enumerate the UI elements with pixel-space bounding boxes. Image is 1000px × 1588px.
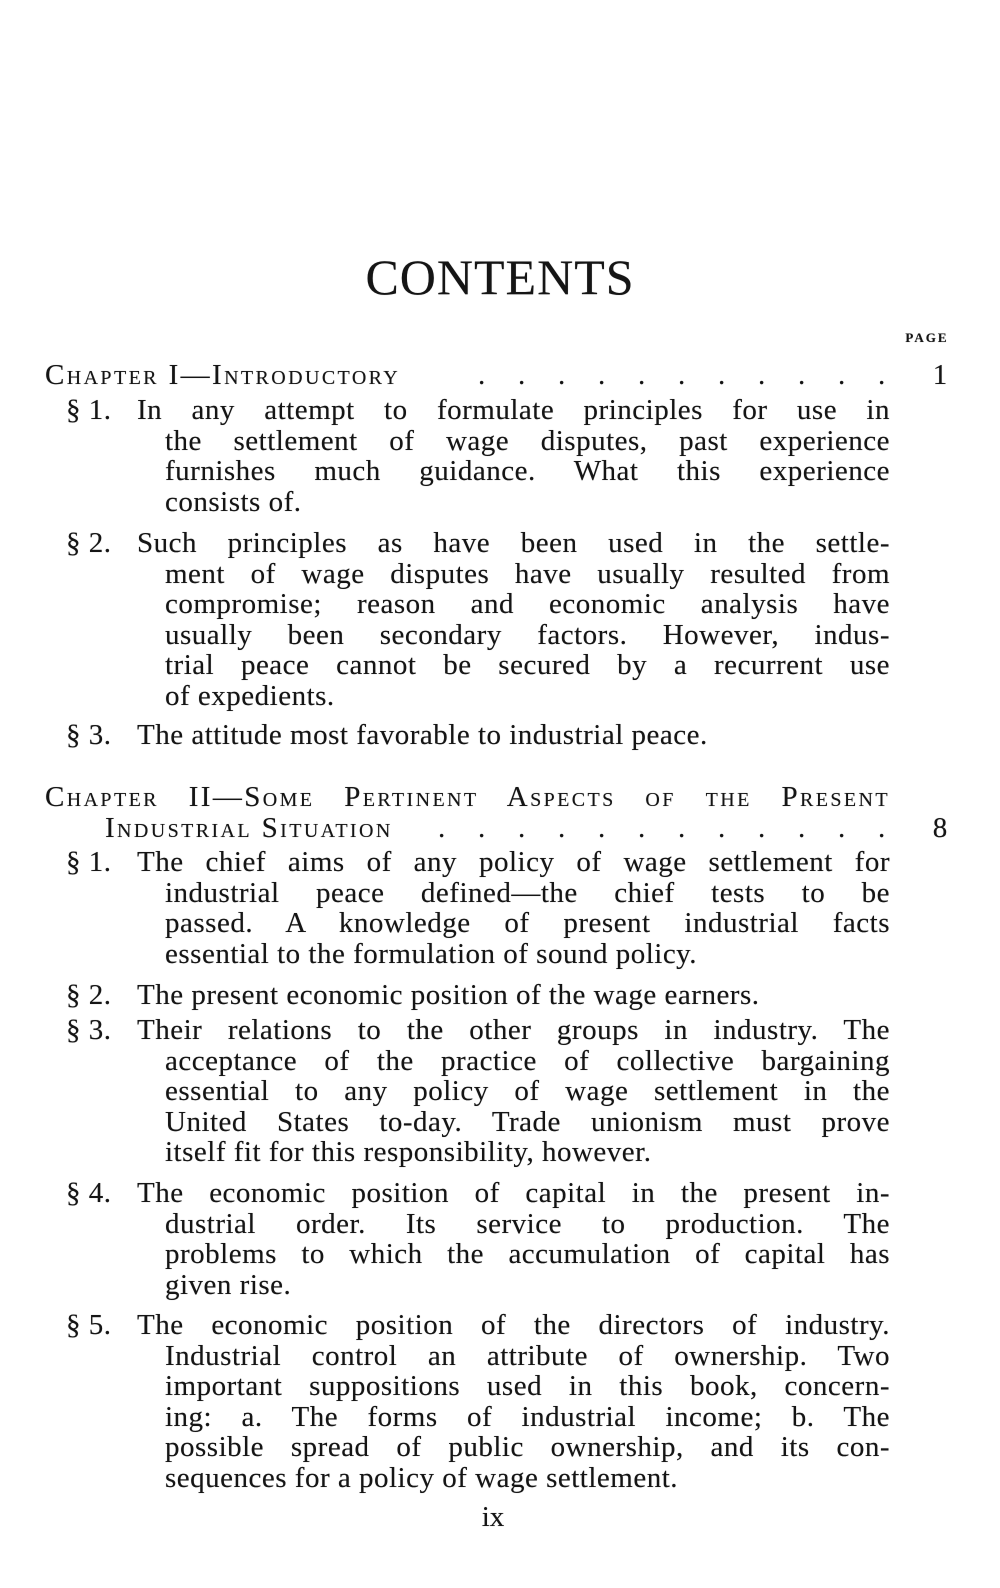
chapter-1-page-number: 1 <box>932 359 948 391</box>
section-line: usually been secondary factors. However, indus- <box>165 618 890 651</box>
section-line: furnishes much guidance. What this experience <box>165 455 890 488</box>
section-line: ment of wage disputes have usually resulted from <box>165 557 890 590</box>
section-line: United States to-day. Trade unionism must prove <box>165 1105 890 1138</box>
chapter-1-heading-line <box>45 359 898 391</box>
section-number: § 2. <box>66 527 112 559</box>
section-line: The attitude most favorable to industrial peace. <box>137 719 708 751</box>
section-line: The economic position of capital in the present in- <box>137 1177 890 1209</box>
section-line: Industrial control an attribute of ownership. Two <box>165 1339 890 1372</box>
section-line: The chief aims of any policy of wage settlement for <box>137 846 890 878</box>
section-line: essential to any policy of wage settlement in the <box>165 1075 890 1108</box>
chapter-1-title: Chapter I—Introductory <box>45 359 401 391</box>
section-line: important suppositions used in this book, concern- <box>165 1370 890 1403</box>
section-number: § 4. <box>66 1177 112 1209</box>
section-number: § 2. <box>66 979 112 1011</box>
section-line: trial peace cannot be secured by a recurrent use <box>165 649 890 682</box>
section-line: dustrial order. Its service to production. The <box>165 1207 890 1240</box>
chapter-2-dot-leader: . . . . . . . . . . . . <box>438 811 898 844</box>
chapter-2-section-3 <box>0 1015 1000 1168</box>
chapter-1-section-3 <box>0 720 1000 751</box>
section-line: The economic position of the directors of industry. <box>137 1309 890 1341</box>
section-line: In any attempt to formulate principles for use in <box>137 394 890 426</box>
chapter-2-title-continuation: Industrial Situation <box>105 811 393 844</box>
section-line: possible spread of public ownership, and its con- <box>165 1431 890 1464</box>
chapter-1-section-1 <box>0 395 1000 517</box>
section-line: compromise; reason and economic analysis have <box>165 588 890 621</box>
section-number: § 5. <box>66 1309 112 1341</box>
section-number: § 1. <box>66 394 112 426</box>
section-line: ing: a. The forms of industrial income; b. The <box>165 1400 890 1433</box>
section-line: passed. A knowledge of present industrial facts <box>165 907 890 940</box>
chapter-2-section-1 <box>0 847 1000 969</box>
section-line: industrial peace defined—the chief tests to be <box>165 876 890 909</box>
section-number: § 3. <box>66 719 112 751</box>
section-line: The present economic position of the wage earners. <box>137 979 760 1011</box>
section-line: Their relations to the other groups in industry. The <box>137 1014 890 1046</box>
chapter-2-page-number: 8 <box>932 811 948 844</box>
chapter-2-section-2 <box>0 980 1000 1011</box>
section-line: the settlement of wage disputes, past experience <box>165 424 890 457</box>
chapter-1-dot-leader: . . . . . . . . . . . <box>478 359 898 391</box>
section-line: of expedients. <box>165 679 335 712</box>
section-line: essential to the formulation of sound policy. <box>165 937 698 970</box>
section-line: itself fit for this responsibility, however. <box>165 1136 652 1169</box>
chapter-2-heading-line-1: Chapter II—Some Pertinent Aspects of the Present <box>45 781 890 813</box>
chapter-2-section-5 <box>0 1310 1000 1494</box>
section-line: acceptance of the practice of collective bargaining <box>165 1044 890 1077</box>
section-line: given rise. <box>165 1268 292 1301</box>
chapter-2-section-4 <box>0 1178 1000 1300</box>
page-title: CONTENTS <box>365 249 635 305</box>
section-line: Such principles as have been used in the settle- <box>137 527 890 559</box>
page-folio: ix <box>481 1501 505 1533</box>
section-number: § 1. <box>66 846 112 878</box>
section-line: problems to which the accumulation of capital has <box>165 1238 890 1271</box>
chapter-1-section-2 <box>0 528 1000 712</box>
section-line: sequences for a policy of wage settlement. <box>165 1461 679 1494</box>
page-column-label: PAGE <box>905 330 949 345</box>
section-line: consists of. <box>165 485 302 518</box>
chapter-2-heading-line-2 <box>105 811 898 844</box>
section-number: § 3. <box>66 1014 112 1046</box>
